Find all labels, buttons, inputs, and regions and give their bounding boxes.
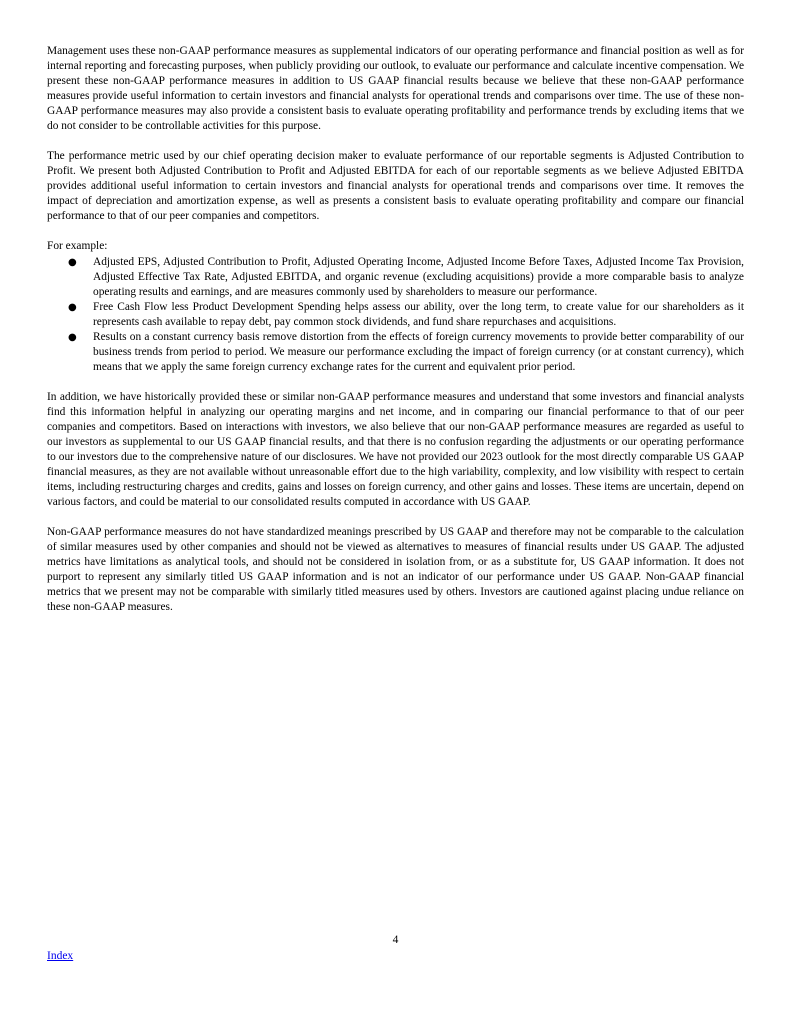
- paragraph-non-gaap-usage: Management uses these non-GAAP performance measures as supplemental indicators of our operating performance and financial position as well as for internal reporting and forecasting purposes, when publicly providing our outlook, to evaluate our performance and calculate incentive compensation. We present these non-GAAP performance measures in addition to US GAAP financial results because we believe that these non-GAAP performance measures provide useful information to certain investors and financial analysts for operational trends and comparisons over time. The use of these non-GAAP performance measures may also provide a consistent basis to evaluate operating profitability and performance trends by excluding items that we do not consider to be controllable activities for this purpose.: [47, 45, 744, 132]
- example-bullet-list: [47, 255, 744, 375]
- page-number: 4: [392, 934, 399, 946]
- bullet-icon: ●: [68, 257, 77, 268]
- bullet-text: Free Cash Flow less Product Development Spending helps assess our ability, over the long term, to create value for our shareholders as it represents cash available to repay debt, pay common stock dividends, and fund share repurchases and acquisitions.: [93, 301, 744, 328]
- paragraph-performance-metric: The performance metric used by our chief operating decision maker to evaluate performance of our reportable segments is Adjusted Contribution to Profit. We present both Adjusted Contribution to Profit and Adjusted EBITDA for each of our reportable segments as we believe Adjusted EBITDA provides additional useful information to certain investors and financial analysts for operational trends and comparisons over time. It removes the impact of depreciation and amortization expense, as well as presents a consistent basis to evaluate operating profitability and compare our financial performance to that of our peer companies and competitors.: [47, 150, 744, 222]
- bullet-item-adjusted-metrics: [47, 255, 744, 300]
- bullet-icon: ●: [68, 332, 77, 343]
- document-body: [47, 44, 744, 630]
- bullet-item-constant-currency: [47, 330, 744, 375]
- bullet-text: Results on a constant currency basis remove distortion from the effects of foreign currency movements to provide better comparability of our business trends from period to period. We measure our performance excluding the impact of foreign currency (or at constant currency), which means that we apply the same foreign currency exchange rates for the current and equivalent prior period.: [93, 331, 744, 373]
- example-intro: For example:: [47, 240, 108, 252]
- index-link[interactable]: Index: [47, 950, 74, 962]
- bullet-text: Adjusted EPS, Adjusted Contribution to Profit, Adjusted Operating Income, Adjusted Income Before Taxes, Adjusted Income Tax Provision, Adjusted Effective Tax Rate, Adjusted EBITDA, and organic revenue (excluding acquisitions) provide a more comparable basis to analyze operating results and earnings, and are measures commonly used by shareholders to measure our performance.: [93, 256, 744, 298]
- bullet-item-free-cash-flow: [47, 300, 744, 330]
- paragraph-limitations: Non-GAAP performance measures do not have standardized meanings prescribed by US GAAP and therefore may not be comparable to the calculation of similar measures used by other companies and should not be viewed as alternatives to measures of financial results under US GAAP. The adjusted metrics have limitations as analytical tools, and should not be considered in isolation from, or as a substitute for, US GAAP information. It does not purport to represent any similarly titled US GAAP information and is not an indicator of our performance under US GAAP. Non-GAAP financial metrics that we present may not be comparable with similarly titled measures used by others. Investors are cautioned against placing undue reliance on these non-GAAP measures.: [47, 526, 744, 613]
- paragraph-historical-measures: In addition, we have historically provided these or similar non-GAAP performance measures and understand that some investors and financial analysts find this information helpful in analyzing our operating margins and net income, and in comparing our financial performance to that of our peer companies and competitors. Based on interactions with investors, we also believe that our non-GAAP performance measures are regarded as useful to our investors as supplemental to our US GAAP financial results, and that there is no confusion regarding the adjustments or our operating performance to our investors due to the comprehensive nature of our disclosures. We have not provided our 2023 outlook for the most directly comparable US GAAP financial measures, as they are not available without unreasonable effort due to the high variability, complexity, and low visibility with respect to certain items, including restructuring charges and credits, gains and losses on foreign currency, and other gains and losses. These items are uncertain, depend on various factors, and could be material to our consolidated results computed in accordance with US GAAP.: [47, 391, 744, 508]
- bullet-icon: ●: [68, 302, 77, 313]
